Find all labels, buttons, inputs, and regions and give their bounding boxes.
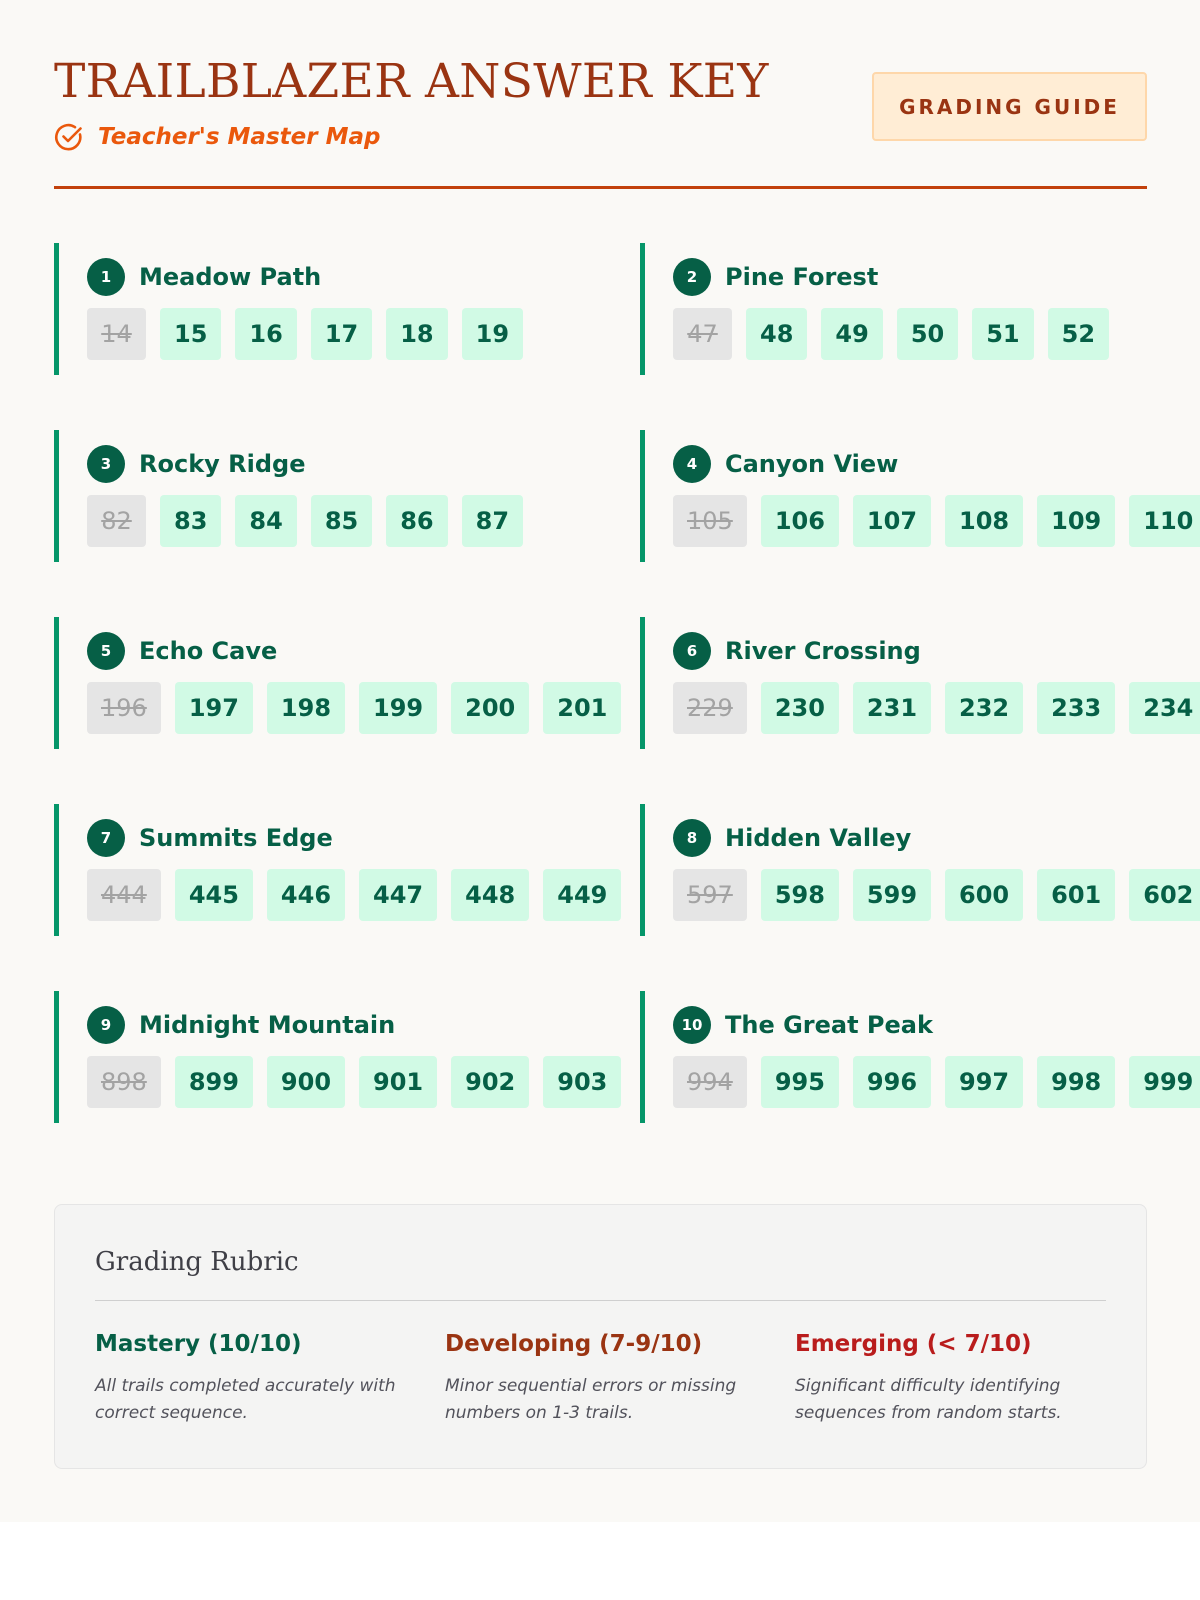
start-number-chip: 196 [87,682,161,734]
trail-header [87,258,321,296]
answer-number-chip: 997 [945,1056,1023,1108]
trail-header [87,1006,395,1044]
answer-number-chip: 87 [462,495,523,547]
answer-number-chip: 19 [462,308,523,360]
trail-card [54,804,614,936]
trail-number-badge: 10 [673,1006,711,1044]
answer-number-chip: 902 [451,1056,529,1108]
answer-number-chip: 198 [267,682,345,734]
answer-number-chip: 84 [235,495,296,547]
answer-number-chip: 445 [175,869,253,921]
start-number-chip: 105 [673,495,747,547]
answer-number-chip: 83 [160,495,221,547]
answer-number-chip: 996 [853,1056,931,1108]
trail-name: Rocky Ridge [139,450,306,478]
trail-number-badge: 4 [673,445,711,483]
answer-number-chip: 449 [543,869,621,921]
number-sequence [673,495,1200,547]
answer-number-chip: 200 [451,682,529,734]
answer-number-chip: 17 [311,308,372,360]
answer-number-chip: 51 [972,308,1033,360]
trail-name: Summits Edge [139,824,333,852]
answer-number-chip: 107 [853,495,931,547]
answer-number-chip: 600 [945,869,1023,921]
trail-header [673,258,878,296]
answer-number-chip: 232 [945,682,1023,734]
trail-card [54,991,614,1123]
header-divider [54,186,1147,189]
rubric-level-title: Mastery (10/10) [95,1331,302,1357]
grading-guide-button[interactable]: GRADING GUIDE [872,72,1147,141]
start-number-chip: 444 [87,869,161,921]
check-circle-icon [54,122,84,152]
rubric-level-mastery [95,1331,405,1427]
answer-number-chip: 598 [761,869,839,921]
subtitle [54,122,380,152]
number-sequence [673,869,1200,921]
answer-number-chip: 998 [1037,1056,1115,1108]
rubric-level-title: Developing (7-9/10) [445,1331,703,1357]
rubric-level-description: All trails completed accurately with correct sequence. [95,1376,396,1423]
trail-card [640,991,1200,1123]
answer-number-chip: 233 [1037,682,1115,734]
answer-number-chip: 234 [1129,682,1200,734]
start-number-chip: 82 [87,495,146,547]
answer-number-chip: 999 [1129,1056,1200,1108]
answer-number-chip: 447 [359,869,437,921]
rubric-level-title: Emerging (< 7/10) [795,1331,1032,1357]
page-title: TRAILBLAZER ANSWER KEY [54,54,769,109]
rubric-level-description: Minor sequential errors or missing numbers on 1-3 trails. [445,1376,737,1423]
answer-number-chip: 901 [359,1056,437,1108]
start-number-chip: 597 [673,869,747,921]
number-sequence [673,682,1200,734]
answer-number-chip: 110 [1129,495,1200,547]
trail-card [54,243,614,375]
number-sequence [87,495,523,547]
trail-name: Pine Forest [725,263,879,291]
trail-card [54,617,614,749]
answer-number-chip: 599 [853,869,931,921]
trail-header [673,819,911,857]
answer-number-chip: 109 [1037,495,1115,547]
answer-number-chip: 15 [160,308,221,360]
trail-header [87,632,277,670]
answer-number-chip: 230 [761,682,839,734]
answer-number-chip: 601 [1037,869,1115,921]
trail-name: Echo Cave [139,637,278,665]
answer-number-chip: 108 [945,495,1023,547]
answer-number-chip: 48 [746,308,807,360]
answer-number-chip: 85 [311,495,372,547]
rubric-divider [95,1300,1106,1301]
trail-card [640,243,1200,375]
trail-card [640,804,1200,936]
trail-name: Canyon View [725,450,899,478]
trail-name: Meadow Path [139,263,322,291]
start-number-chip: 47 [673,308,732,360]
subtitle-text: Teacher's Master Map [98,124,381,150]
number-sequence [87,308,523,360]
trail-number-badge: 6 [673,632,711,670]
answer-number-chip: 201 [543,682,621,734]
answer-number-chip: 199 [359,682,437,734]
trail-number-badge: 8 [673,819,711,857]
answer-number-chip: 995 [761,1056,839,1108]
rubric-level-description: Significant difficulty identifying sequences from random starts. [795,1376,1062,1423]
trail-header [87,445,306,483]
trail-number-badge: 3 [87,445,125,483]
trail-number-badge: 9 [87,1006,125,1044]
answer-number-chip: 900 [267,1056,345,1108]
answer-number-chip: 52 [1048,308,1109,360]
trail-name: Midnight Mountain [139,1011,396,1039]
answer-number-chip: 49 [821,308,882,360]
trail-number-badge: 5 [87,632,125,670]
trail-card [640,617,1200,749]
answer-number-chip: 197 [175,682,253,734]
answer-number-chip: 903 [543,1056,621,1108]
trail-number-badge: 1 [87,258,125,296]
grading-rubric [54,1204,1147,1469]
answer-number-chip: 86 [386,495,447,547]
trail-header [87,819,333,857]
answer-number-chip: 50 [897,308,958,360]
answer-number-chip: 446 [267,869,345,921]
answer-number-chip: 899 [175,1056,253,1108]
rubric-level-developing [445,1331,755,1427]
answer-number-chip: 106 [761,495,839,547]
start-number-chip: 994 [673,1056,747,1108]
answer-number-chip: 16 [235,308,296,360]
answer-number-chip: 602 [1129,869,1200,921]
number-sequence [673,1056,1200,1108]
trail-number-badge: 2 [673,258,711,296]
number-sequence [87,682,621,734]
number-sequence [87,869,621,921]
answer-number-chip: 18 [386,308,447,360]
rubric-level-emerging [795,1331,1105,1427]
answer-number-chip: 231 [853,682,931,734]
start-number-chip: 229 [673,682,747,734]
number-sequence [673,308,1109,360]
trail-header [673,632,921,670]
trail-name: Hidden Valley [725,824,912,852]
trail-header [673,1006,933,1044]
start-number-chip: 898 [87,1056,161,1108]
trail-card [640,430,1200,562]
number-sequence [87,1056,621,1108]
trail-card [54,430,614,562]
start-number-chip: 14 [87,308,146,360]
rubric-title: Grading Rubric [95,1247,299,1277]
trail-name: The Great Peak [725,1011,933,1039]
trail-number-badge: 7 [87,819,125,857]
trail-name: River Crossing [725,637,921,665]
answer-number-chip: 448 [451,869,529,921]
trail-header [673,445,898,483]
